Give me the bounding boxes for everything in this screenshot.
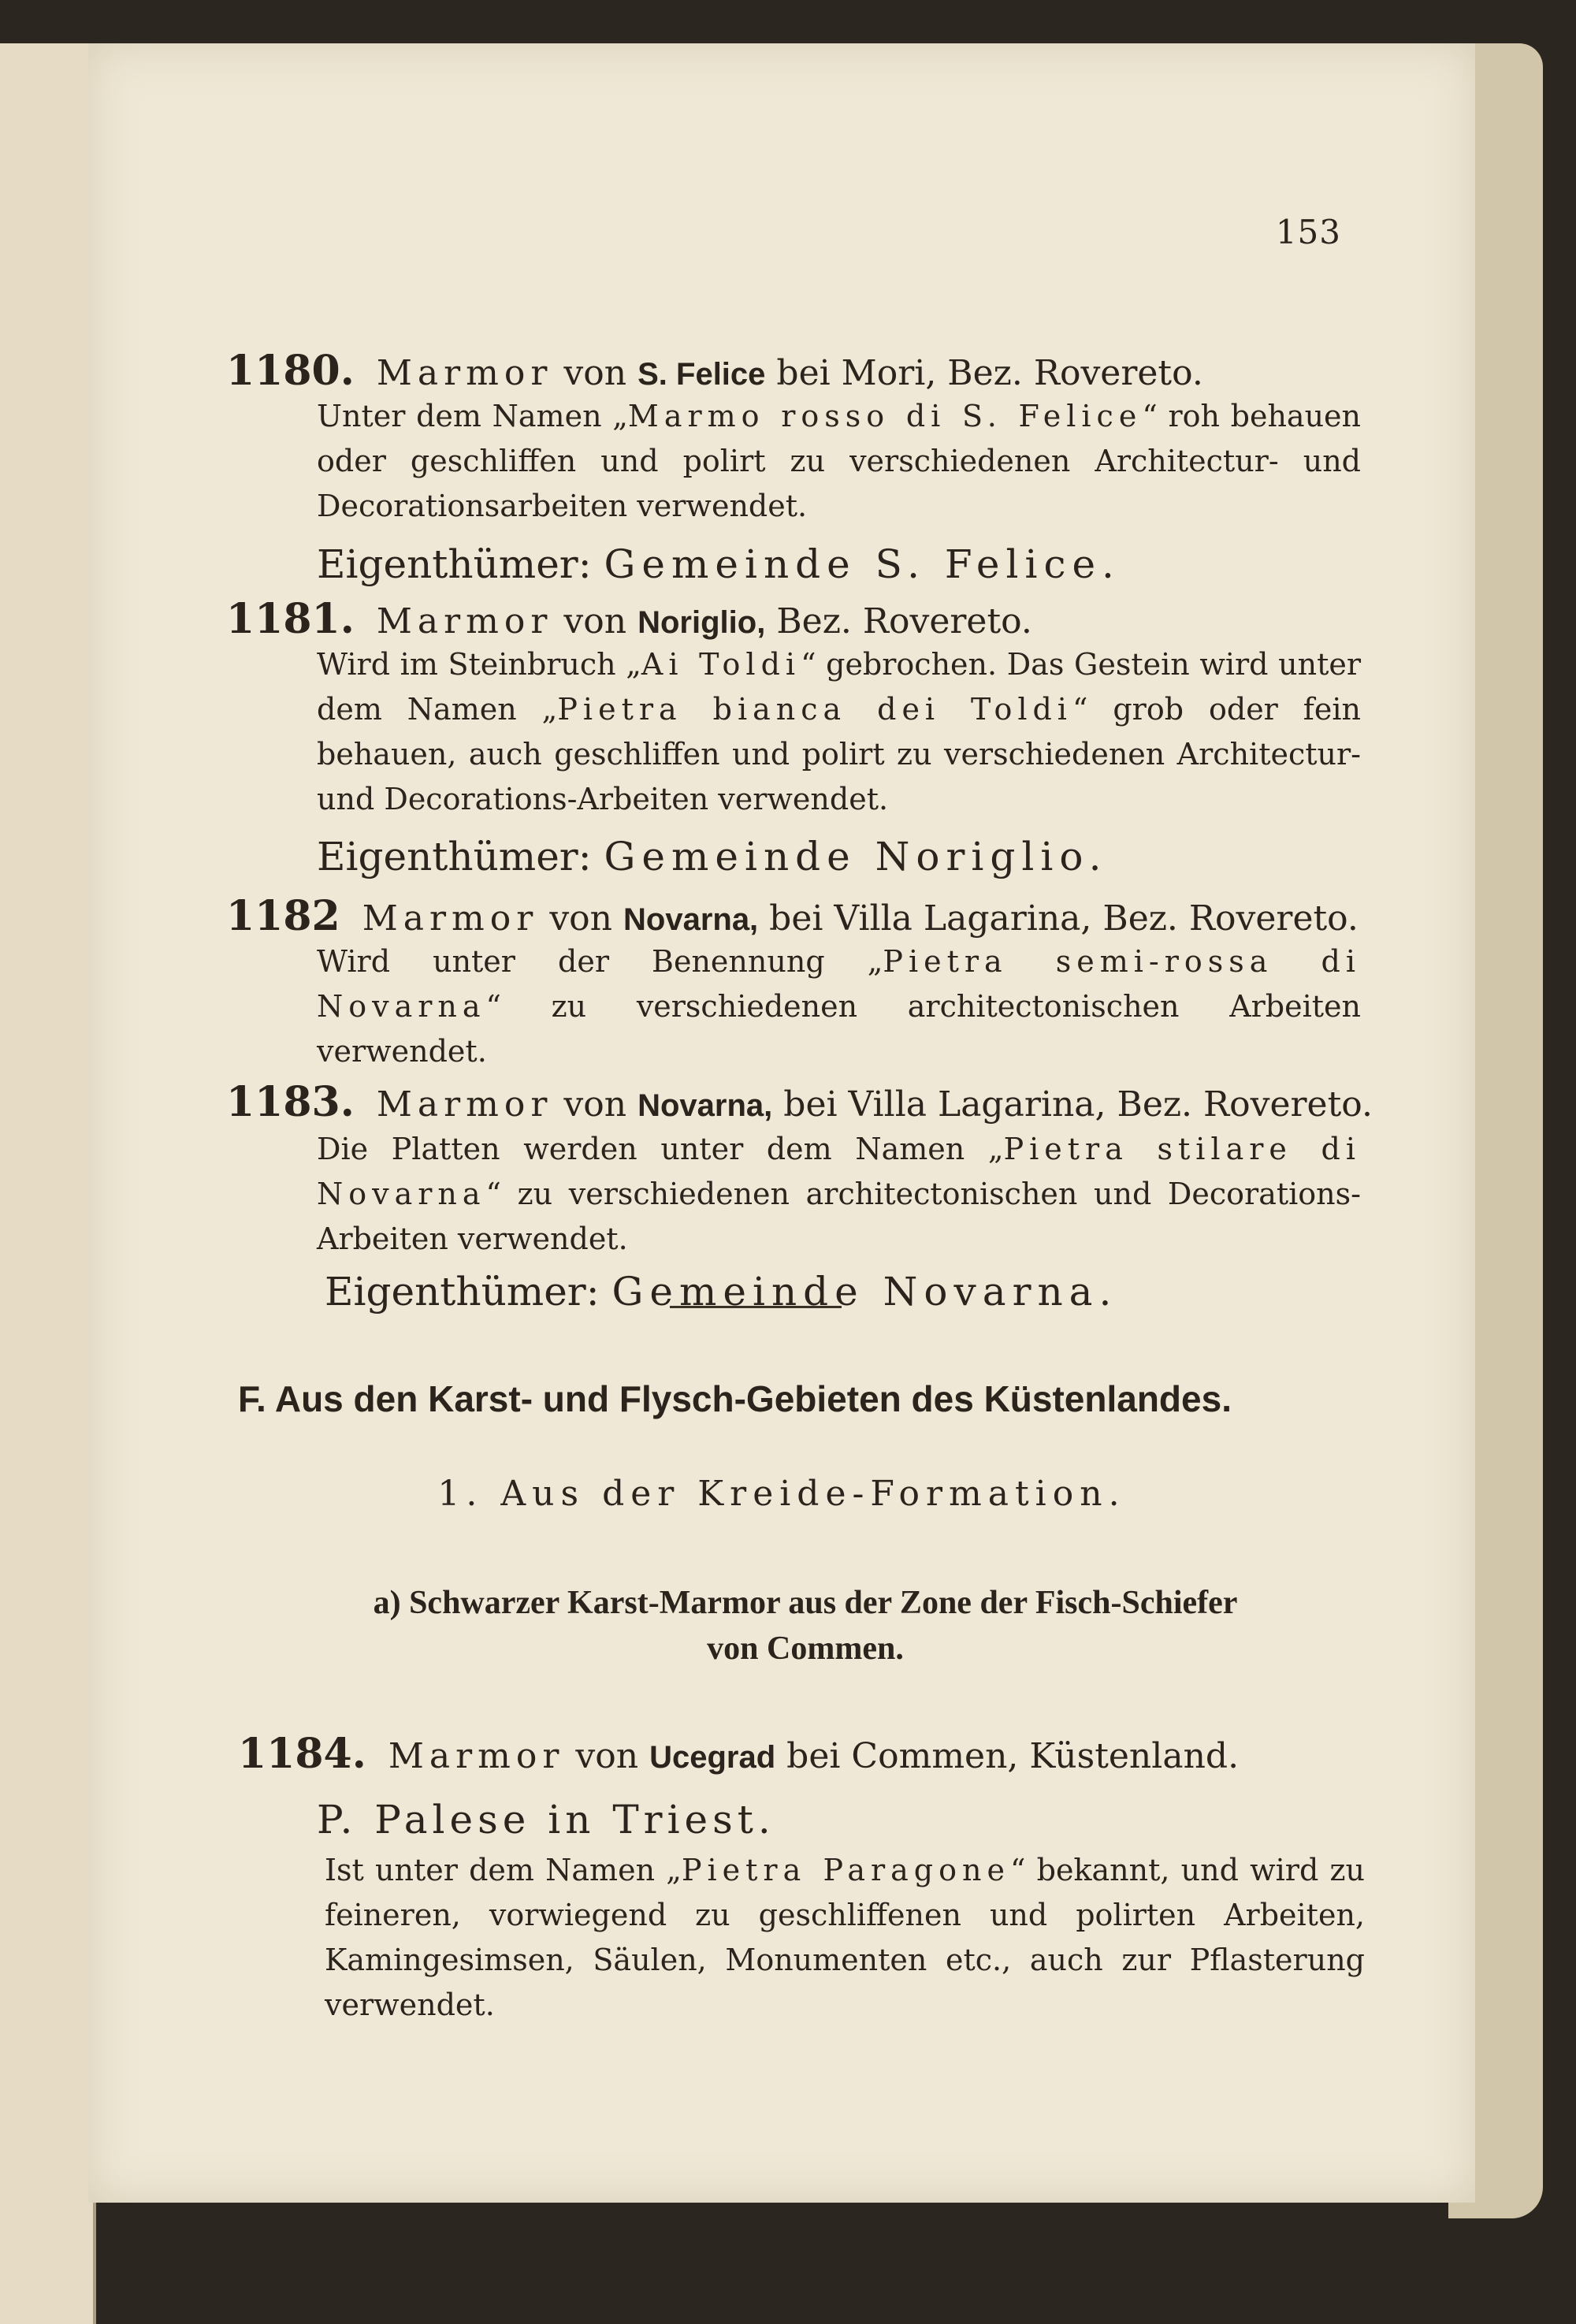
entry-description-1182 xyxy=(317,939,1361,1074)
entry-number-sep: . xyxy=(351,1730,366,1778)
material-name: Marmor xyxy=(376,353,553,393)
desc-text: Die Platten werden unter dem Namen „ xyxy=(317,1132,1004,1166)
section-divider xyxy=(670,1306,842,1308)
preposition: von xyxy=(575,1736,639,1776)
desc-text: Unter dem Namen „ xyxy=(317,399,628,433)
material-name: Marmor xyxy=(388,1736,565,1776)
desc-text: Wird unter der Benennung „ xyxy=(317,944,883,979)
location-detail: bei Commen, Küstenland. xyxy=(786,1736,1240,1776)
subsubsection-heading xyxy=(238,1580,1373,1671)
subsubsection-line-2: von Commen. xyxy=(707,1631,904,1667)
material-name: Marmor xyxy=(376,601,553,641)
preposition: von xyxy=(563,1084,627,1125)
entry-number xyxy=(238,1730,366,1778)
place-name: Noriglio, xyxy=(637,605,766,640)
entry-description-1183 xyxy=(317,1127,1361,1262)
entry-heading-1184 xyxy=(238,1730,1239,1778)
owner-line-1181 xyxy=(317,834,1108,879)
preposition: von xyxy=(563,353,627,393)
owner-name: Gemeinde Noriglio. xyxy=(604,834,1108,879)
desc-text: “ gebrochen. Das Gestein wird unter dem Namen „ xyxy=(317,647,1361,727)
entry-description-1180 xyxy=(317,394,1361,529)
entry-number-value: 1183 xyxy=(226,1078,340,1126)
entry-number-sep: . xyxy=(340,595,355,643)
subsubsection-line-1: a) Schwarzer Karst-Marmor aus der Zone der Fisch-Schiefer xyxy=(373,1585,1238,1621)
entry-number xyxy=(226,595,355,643)
desc-text: “ grob oder fein behauen, auch geschliffen und polirt zu verschiedenen Architectur- und Decorations-Arbeiten verwendet. xyxy=(317,692,1361,816)
exhibitor-name: P. Palese in Triest. xyxy=(317,1797,775,1842)
entry-number-sep: . xyxy=(340,347,355,395)
page-number: 153 xyxy=(1275,213,1341,251)
owner-name: Gemeinde Novarna. xyxy=(611,1269,1118,1314)
material-name: Marmor xyxy=(362,898,539,939)
location-detail: bei Mori, Bez. Rovereto. xyxy=(776,353,1203,393)
entry-number xyxy=(226,347,355,395)
owner-name: Gemeinde S. Felice. xyxy=(604,541,1121,587)
material-name: Marmor xyxy=(376,1084,553,1125)
page-content xyxy=(88,43,1475,2203)
entry-number-value: 1181 xyxy=(226,595,340,643)
desc-text: “ zu verschiedenen architectonischen Arbeiten verwendet. xyxy=(317,989,1361,1069)
desc-text: “ zu verschiedenen architectonischen und Decorations-Arbeiten verwendet. xyxy=(317,1177,1361,1256)
entry-number-value: 1180 xyxy=(226,347,340,395)
entry-number xyxy=(226,1078,355,1126)
entry-heading-1180 xyxy=(226,347,1203,395)
desc-spaced-name: Pietra Paragone xyxy=(681,1853,1010,1887)
place-name: Novarna, xyxy=(623,902,759,937)
place-name: Novarna, xyxy=(637,1088,773,1123)
entry-heading-1182 xyxy=(226,892,1359,940)
desc-spaced-name: Pietra bianca dei Toldi xyxy=(557,692,1072,727)
place-name: S. Felice xyxy=(637,357,766,392)
desc-text: “ bekannt, und wird zu feineren, vorwiegend zu geschliffenen und polirten Arbeiten, Kamingesimsen, Säulen, Monumenten etc., auch zur Pflasterung verwendet. xyxy=(325,1853,1365,2022)
entry-heading-1181 xyxy=(226,595,1032,643)
entry-number-sep: . xyxy=(340,1078,355,1126)
desc-text: Wird im Steinbruch „ xyxy=(317,647,641,682)
owner-line-1180 xyxy=(317,541,1121,587)
desc-spaced-name: Pietra semi-rossa di Novarna xyxy=(317,944,1361,1024)
desc-text: “ roh behauen oder geschliffen und polirt zu verschiedenen Architectur- und Decorationsarbeiten verwendet. xyxy=(317,399,1362,523)
place-name: Ucegrad xyxy=(649,1740,776,1775)
desc-spaced-name: Marmo rosso di S. Felice xyxy=(627,399,1143,433)
entry-number xyxy=(226,892,340,940)
desc-spaced-name: Pietra stilare di Novarna xyxy=(317,1132,1361,1211)
subsection-heading: 1. Aus der Kreide-Formation. xyxy=(437,1474,1126,1514)
entry-number-value: 1182 xyxy=(226,892,340,940)
section-heading: F. Aus den Karst- und Flysch-Gebieten des Küstenlandes. xyxy=(238,1378,1232,1419)
location-detail: bei Villa Lagarina, Bez. Rovereto. xyxy=(769,898,1359,939)
desc-text: Ist unter dem Namen „ xyxy=(325,1853,682,1887)
entry-description-1181 xyxy=(317,642,1361,822)
location-detail: Bez. Rovereto. xyxy=(776,601,1032,641)
preposition: von xyxy=(549,898,612,939)
desc-spaced-name: Ai Toldi xyxy=(641,647,801,682)
location-detail: bei Villa Lagarina, Bez. Rovereto. xyxy=(783,1084,1373,1125)
owner-label: Eigenthümer: xyxy=(325,1269,600,1314)
entry-heading-1183 xyxy=(226,1078,1373,1126)
preposition: von xyxy=(563,601,627,641)
owner-label: Eigenthümer: xyxy=(317,834,592,879)
book-page xyxy=(88,43,1475,2203)
previous-page-edge xyxy=(0,43,96,2324)
entry-number-value: 1184 xyxy=(238,1730,352,1778)
owner-label: Eigenthümer: xyxy=(317,541,592,587)
entry-description-1184 xyxy=(325,1848,1365,2028)
